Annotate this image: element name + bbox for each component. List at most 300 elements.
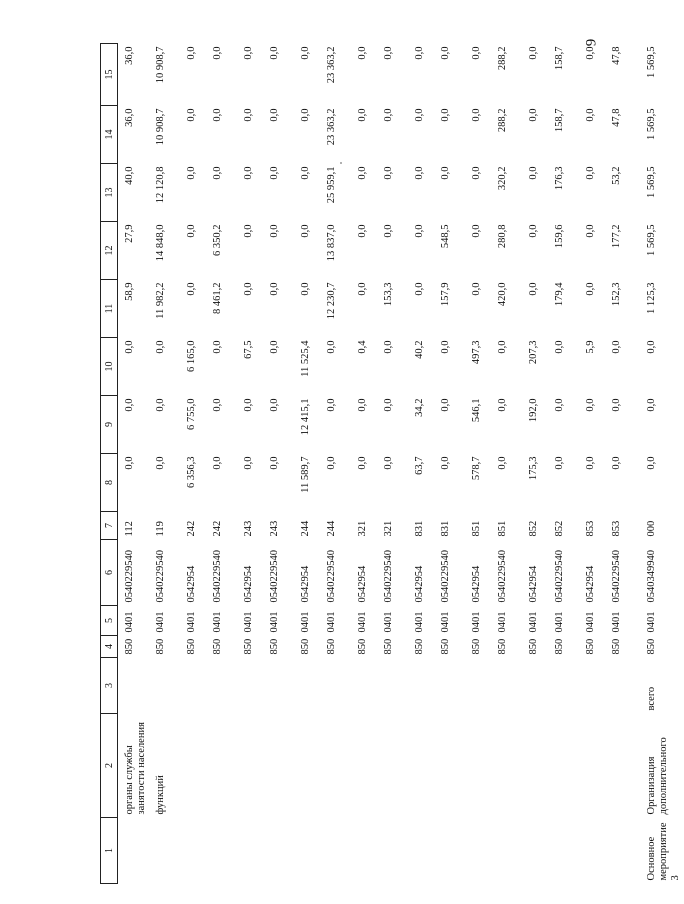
amount-cell: 47,8 xyxy=(611,108,622,127)
table-cell: 850 xyxy=(155,638,166,655)
table-cell: 850 xyxy=(124,638,135,655)
table-cell: 0401 xyxy=(471,611,482,633)
table-row xyxy=(207,44,233,884)
table-cell: 850 xyxy=(646,638,657,655)
amount-cell: 23 363,2 xyxy=(326,108,337,146)
table-cell: 850 xyxy=(471,638,482,655)
amount-cell: 0,0 xyxy=(124,340,135,354)
table-cell: 0401 xyxy=(326,611,337,633)
amount-cell: 0,0 xyxy=(212,166,223,180)
table-cell: 0401 xyxy=(414,611,425,633)
table-cell: 0401 xyxy=(243,611,254,633)
column-header: 8 xyxy=(101,454,118,512)
table-cell xyxy=(118,658,151,714)
amount-cell: 0,0 xyxy=(440,166,451,180)
table-cell xyxy=(492,714,518,818)
amount-cell: 0,0 xyxy=(383,108,394,122)
table-cell: органы службы занятости населения xyxy=(124,722,147,815)
amount-cell: 0,0 xyxy=(243,46,254,60)
amount-cell: 1 125,3 xyxy=(646,282,657,314)
amount-cell: 0,0 xyxy=(326,456,337,470)
table-cell xyxy=(347,658,378,714)
table-cell: 831 xyxy=(440,520,451,537)
amount-cell: 0,0 xyxy=(440,108,451,122)
table-cell xyxy=(264,714,290,818)
table-row xyxy=(347,44,378,884)
table-cell: 853 xyxy=(611,520,622,537)
amount-cell: 0,0 xyxy=(528,108,539,122)
amount-cell: 0,0 xyxy=(440,456,451,470)
table-cell: 0401 xyxy=(611,611,622,633)
table-cell: 0401 xyxy=(269,611,280,633)
amount-cell: 0,0 xyxy=(269,282,280,296)
amount-cell: 0,0 xyxy=(243,224,254,238)
table-cell: 850 xyxy=(585,638,596,655)
table-cell xyxy=(404,658,435,714)
table-cell xyxy=(347,818,378,884)
table-cell xyxy=(606,818,632,884)
amount-cell: 207,3 xyxy=(528,340,539,365)
table-row xyxy=(435,44,461,884)
table-cell: 0540229540 xyxy=(554,550,565,603)
table-cell xyxy=(264,658,290,714)
table-cell: 850 xyxy=(243,638,254,655)
amount-cell: 53,2 xyxy=(611,166,622,185)
table-cell: 242 xyxy=(212,520,223,537)
table-cell: 851 xyxy=(471,520,482,537)
table-cell: 853 xyxy=(585,520,596,537)
table-cell: функций xyxy=(155,775,166,815)
amount-cell: 0,0 xyxy=(585,46,596,60)
amount-cell: 0,0 xyxy=(155,340,166,354)
table-cell xyxy=(435,818,461,884)
amount-cell: 0,0 xyxy=(326,398,337,412)
amount-cell: 0,0 xyxy=(471,108,482,122)
table-cell xyxy=(118,818,151,884)
table-cell: 850 xyxy=(186,638,197,655)
table-cell xyxy=(321,714,347,818)
table-cell xyxy=(150,658,176,714)
amount-cell: 0,0 xyxy=(414,224,425,238)
column-header: 13 xyxy=(101,164,118,222)
amount-cell: 0,0 xyxy=(585,224,596,238)
amount-cell: 0,0 xyxy=(186,282,197,296)
amount-cell: 0,0 xyxy=(528,224,539,238)
table-cell xyxy=(461,818,492,884)
amount-cell: 0,4 xyxy=(357,340,368,354)
table-cell: 850 xyxy=(357,638,368,655)
amount-cell: 13 837,0 xyxy=(326,224,337,262)
table-cell: 852 xyxy=(554,520,565,537)
amount-cell: 192,0 xyxy=(528,398,539,423)
table-cell: 0540229540 xyxy=(124,550,135,603)
amount-cell: 0,0 xyxy=(269,166,280,180)
amount-cell: 23 363,2 xyxy=(326,46,337,84)
amount-cell: 0,0 xyxy=(611,340,622,354)
table-cell: всего xyxy=(646,686,657,711)
table-row xyxy=(632,44,684,884)
amount-cell: 0,0 xyxy=(497,340,508,354)
table-cell xyxy=(549,714,575,818)
amount-cell: 0,0 xyxy=(611,398,622,412)
table-cell: 850 xyxy=(383,638,394,655)
amount-cell: 0,0 xyxy=(124,456,135,470)
table-cell: 0401 xyxy=(383,611,394,633)
table-cell xyxy=(575,658,606,714)
table-cell: 850 xyxy=(528,638,539,655)
amount-cell: 0,0 xyxy=(300,224,311,238)
amount-cell: 0,0 xyxy=(269,456,280,470)
table-cell: 0542954 xyxy=(528,565,539,603)
budget-table xyxy=(100,43,684,884)
table-cell xyxy=(321,818,347,884)
amount-cell: 0,0 xyxy=(357,224,368,238)
column-header: 14 xyxy=(101,106,118,164)
amount-cell: 0,0 xyxy=(155,398,166,412)
amount-cell: 420,0 xyxy=(497,282,508,307)
amount-cell: 0,0 xyxy=(528,46,539,60)
amount-cell: 152,3 xyxy=(611,282,622,307)
table-cell: 0401 xyxy=(357,611,368,633)
column-header: 4 xyxy=(101,636,118,658)
table-cell: 0540229540 xyxy=(383,550,394,603)
amount-cell: 157,9 xyxy=(440,282,451,307)
table-cell: 0540229540 xyxy=(269,550,280,603)
amount-cell: 320,2 xyxy=(497,166,508,191)
amount-cell: 0,0 xyxy=(383,456,394,470)
amount-cell: 288,2 xyxy=(497,46,508,71)
table-row xyxy=(264,44,290,884)
amount-cell: 0,0 xyxy=(243,108,254,122)
amount-cell: 0,0 xyxy=(269,224,280,238)
amount-cell: 0,0 xyxy=(528,282,539,296)
amount-cell: 0,0 xyxy=(357,166,368,180)
amount-cell: 25 959,1 xyxy=(326,166,337,204)
amount-cell: 0,0 xyxy=(212,456,223,470)
table-row xyxy=(518,44,549,884)
amount-cell: 0,0 xyxy=(269,340,280,354)
table-cell: 244 xyxy=(326,520,337,537)
amount-cell: 0,0 xyxy=(383,224,394,238)
amount-cell: 40,0 xyxy=(124,166,135,185)
table-cell: 850 xyxy=(611,638,622,655)
amount-cell: 159,6 xyxy=(554,224,565,249)
table-cell xyxy=(150,818,176,884)
amount-cell: 0,0 xyxy=(585,456,596,470)
amount-cell: 58,9 xyxy=(124,282,135,301)
table-cell: 0542954 xyxy=(471,565,482,603)
table-cell: 0401 xyxy=(440,611,451,633)
table-cell xyxy=(549,818,575,884)
amount-cell: 0,0 xyxy=(124,398,135,412)
amount-cell: 11 982,2 xyxy=(155,282,166,319)
amount-cell: 179,4 xyxy=(554,282,565,307)
column-header: 2 xyxy=(101,714,118,818)
amount-cell: 546,1 xyxy=(471,398,482,423)
amount-cell: 0,0 xyxy=(646,456,657,470)
table-cell xyxy=(233,714,264,818)
amount-cell: 0,0 xyxy=(300,108,311,122)
amount-cell: 36,0 xyxy=(124,46,135,65)
amount-cell: 0,0 xyxy=(554,456,565,470)
table-cell xyxy=(290,658,321,714)
table-cell: 0401 xyxy=(585,611,596,633)
amount-cell: 6 165,0 xyxy=(186,340,197,372)
table-cell: 850 xyxy=(269,638,280,655)
table-cell xyxy=(264,818,290,884)
table-cell: 0401 xyxy=(186,611,197,633)
amount-cell: 0,0 xyxy=(383,340,394,354)
table-cell: 0542954 xyxy=(300,565,311,603)
amount-cell: 0,0 xyxy=(497,398,508,412)
table-cell xyxy=(290,818,321,884)
amount-cell: 280,8 xyxy=(497,224,508,249)
table-cell xyxy=(290,714,321,818)
amount-cell: 34,2 xyxy=(414,398,425,417)
amount-cell: 0,0 xyxy=(300,46,311,60)
amount-cell: 0,0 xyxy=(497,456,508,470)
amount-cell: 0,0 xyxy=(357,456,368,470)
table-cell xyxy=(518,658,549,714)
table-cell: 0540229540 xyxy=(155,550,166,603)
table-cell xyxy=(461,658,492,714)
table-row xyxy=(461,44,492,884)
amount-cell: 1 569,5 xyxy=(646,166,657,198)
amount-cell: 40,2 xyxy=(414,340,425,359)
table-cell xyxy=(233,658,264,714)
amount-cell: 8 461,2 xyxy=(212,282,223,314)
table-cell xyxy=(518,714,549,818)
table-row xyxy=(575,44,606,884)
table-cell xyxy=(207,818,233,884)
table-cell: 0401 xyxy=(497,611,508,633)
amount-cell: 14 848,0 xyxy=(155,224,166,262)
amount-cell: 0,0 xyxy=(585,108,596,122)
table-row xyxy=(118,44,151,884)
amount-cell: 0,0 xyxy=(243,282,254,296)
amount-cell: 0,0 xyxy=(646,398,657,412)
amount-cell: 6 356,3 xyxy=(186,456,197,488)
page-number: 9 xyxy=(583,38,600,47)
amount-cell: 12 415,1 xyxy=(300,398,311,436)
amount-cell: 0,0 xyxy=(186,166,197,180)
table-cell xyxy=(492,658,518,714)
table-row xyxy=(321,44,347,884)
table-cell: 0401 xyxy=(212,611,223,633)
table-cell: 0540229540 xyxy=(611,550,622,603)
amount-cell: 158,7 xyxy=(554,108,565,133)
amount-cell: 0,0 xyxy=(269,46,280,60)
column-header: 6 xyxy=(101,540,118,606)
amount-cell: 0,0 xyxy=(414,108,425,122)
table-cell xyxy=(378,714,404,818)
amount-cell: 0,0 xyxy=(243,166,254,180)
amount-cell: 1 569,5 xyxy=(646,108,657,140)
amount-cell: 47,8 xyxy=(611,46,622,65)
table-cell xyxy=(435,658,461,714)
table-cell: 0540349940 xyxy=(646,550,657,603)
table-cell xyxy=(378,818,404,884)
table-cell: 0401 xyxy=(646,611,657,633)
rotated-table-container xyxy=(100,44,681,884)
table-cell: 112 xyxy=(124,521,135,537)
amount-cell: 0,0 xyxy=(269,108,280,122)
table-cell xyxy=(233,818,264,884)
table-cell: 0401 xyxy=(528,611,539,633)
table-cell: Основное мероприятие 3 xyxy=(646,822,681,881)
amount-cell: 1 569,5 xyxy=(646,224,657,256)
amount-cell: 0,0 xyxy=(300,282,311,296)
table-cell: 0540229540 xyxy=(440,550,451,603)
table-cell: 831 xyxy=(414,520,425,537)
table-cell xyxy=(207,714,233,818)
amount-cell: 27,9 xyxy=(124,224,135,243)
amount-cell: 0,0 xyxy=(383,46,394,60)
amount-cell: 0,0 xyxy=(212,46,223,60)
amount-cell: 158,7 xyxy=(554,46,565,71)
column-header: 11 xyxy=(101,280,118,338)
amount-cell: 0,0 xyxy=(243,398,254,412)
amount-cell: 1 569,5 xyxy=(646,46,657,78)
table-cell: 0542954 xyxy=(414,565,425,603)
table-cell: 0401 xyxy=(300,611,311,633)
table-row xyxy=(290,44,321,884)
table-row xyxy=(606,44,632,884)
table-cell: 850 xyxy=(554,638,565,655)
table-row xyxy=(176,44,207,884)
table-cell xyxy=(606,658,632,714)
table-cell: 244 xyxy=(300,520,311,537)
table-cell xyxy=(435,714,461,818)
amount-cell: 0,0 xyxy=(300,166,311,180)
column-header: 7 xyxy=(101,512,118,540)
table-row xyxy=(549,44,575,884)
table-cell xyxy=(176,714,207,818)
table-row xyxy=(233,44,264,884)
table-cell xyxy=(404,714,435,818)
table-cell: 850 xyxy=(497,638,508,655)
amount-cell: 0,0 xyxy=(585,282,596,296)
table-cell: 0542954 xyxy=(186,565,197,603)
amount-cell: 11 589,7 xyxy=(300,456,311,493)
table-cell: 851 xyxy=(497,520,508,537)
table-cell: 0540229540 xyxy=(497,550,508,603)
amount-cell: 177,2 xyxy=(611,224,622,249)
table-cell xyxy=(575,818,606,884)
table-cell: 850 xyxy=(300,638,311,655)
table-cell: 243 xyxy=(243,520,254,537)
table-cell xyxy=(207,658,233,714)
table-cell: 000 xyxy=(646,520,657,537)
amount-cell: 175,3 xyxy=(528,456,539,481)
table-cell: 850 xyxy=(414,638,425,655)
amount-cell: 0,0 xyxy=(440,46,451,60)
table-cell xyxy=(549,658,575,714)
header-row xyxy=(101,44,118,884)
table-cell: 321 xyxy=(383,520,394,537)
table-cell: 850 xyxy=(440,638,451,655)
amount-cell: 0,0 xyxy=(440,398,451,412)
amount-cell: 0,0 xyxy=(471,282,482,296)
column-header: 15 xyxy=(101,44,118,106)
amount-cell: 0,0 xyxy=(585,398,596,412)
column-header: 1 xyxy=(101,818,118,884)
amount-cell: 288,2 xyxy=(497,108,508,133)
table-cell xyxy=(575,714,606,818)
amount-cell: 0,0 xyxy=(414,46,425,60)
amount-cell: 0,0 xyxy=(554,398,565,412)
column-header: 5 xyxy=(101,606,118,636)
amount-cell: 0,0 xyxy=(471,46,482,60)
table-cell: 243 xyxy=(269,520,280,537)
table-cell xyxy=(176,658,207,714)
table-cell: 0542954 xyxy=(357,565,368,603)
amount-cell: 5,9 xyxy=(585,340,596,354)
amount-cell: 0,0 xyxy=(357,282,368,296)
table-cell: 0401 xyxy=(155,611,166,633)
amount-cell: 0,0 xyxy=(212,340,223,354)
amount-cell: 153,3 xyxy=(383,282,394,307)
amount-cell: 12 230,7 xyxy=(326,282,337,320)
table-cell xyxy=(492,818,518,884)
table-cell: Организация дополнительного xyxy=(646,737,669,815)
amount-cell: 63,7 xyxy=(414,456,425,475)
amount-cell: 0,0 xyxy=(414,282,425,296)
amount-cell: 176,3 xyxy=(554,166,565,191)
amount-cell: 0,0 xyxy=(414,166,425,180)
amount-cell: 0,0 xyxy=(528,166,539,180)
table-cell: 850 xyxy=(326,638,337,655)
table-cell: 850 xyxy=(212,638,223,655)
amount-cell: 0,0 xyxy=(611,456,622,470)
table-row xyxy=(492,44,518,884)
amount-cell: 0,0 xyxy=(155,456,166,470)
table-cell: 242 xyxy=(186,520,197,537)
amount-cell: 10 908,7 xyxy=(155,46,166,84)
table-row xyxy=(378,44,404,884)
amount-cell: 0,0 xyxy=(186,224,197,238)
amount-cell: 12 120,8 xyxy=(155,166,166,204)
amount-cell: 0,0 xyxy=(269,398,280,412)
amount-cell: 0,0 xyxy=(186,46,197,60)
amount-cell: 6 350,2 xyxy=(212,224,223,256)
amount-cell: 0,0 xyxy=(471,166,482,180)
table-cell xyxy=(176,818,207,884)
amount-cell: 0,0 xyxy=(212,398,223,412)
amount-cell: 0,0 xyxy=(383,398,394,412)
amount-cell: 10 908,7 xyxy=(155,108,166,146)
table-cell: 0401 xyxy=(554,611,565,633)
table-cell xyxy=(606,714,632,818)
amount-cell: 0,0 xyxy=(357,46,368,60)
amount-cell: 497,3 xyxy=(471,340,482,365)
amount-cell: 0,0 xyxy=(357,108,368,122)
amount-cell: 578,7 xyxy=(471,456,482,481)
table-cell xyxy=(347,714,378,818)
amount-cell: 0,0 xyxy=(585,166,596,180)
table-cell: 0542954 xyxy=(243,565,254,603)
table-cell xyxy=(378,658,404,714)
amount-cell: 548,5 xyxy=(440,224,451,249)
table-cell xyxy=(404,818,435,884)
amount-cell: 67,5 xyxy=(243,340,254,359)
table-header xyxy=(101,44,118,884)
amount-cell: 0,0 xyxy=(471,224,482,238)
amount-cell: 11 525,4 xyxy=(300,340,311,377)
table-row xyxy=(404,44,435,884)
amount-cell: 0,0 xyxy=(440,340,451,354)
amount-cell: 36,0 xyxy=(124,108,135,127)
